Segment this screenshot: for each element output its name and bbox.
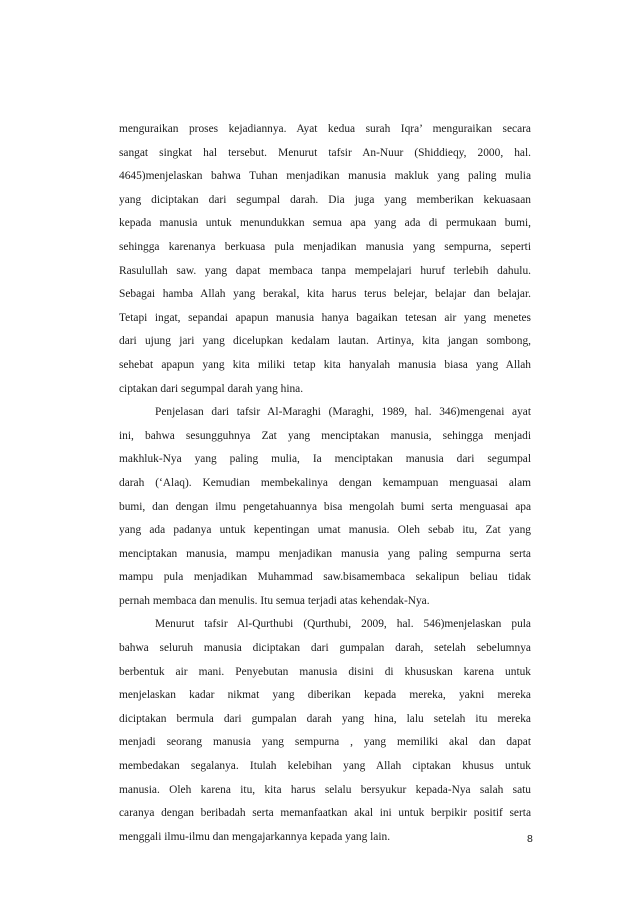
text-line: sangat singkat hal tersebut. Menurut tafsir An-Nuur (Shiddieqy, 2000, hal. [119, 146, 531, 159]
text-line: menguraikan proses kejadiannya. Ayat kedua surah Iqra’ menguraikan secara [119, 123, 531, 135]
text-line: Menurut tafsir Al-Qurthubi (Qurthubi, 2009, hal. 546)menjelaskan pula [155, 618, 531, 631]
paragraph [119, 401, 531, 613]
text-line: menjelaskan kadar nikmat yang diberikan kepada mereka, yakni mereka [119, 689, 531, 702]
text-line: sehebat apapun yang kita miliki tetap kita hanyalah manusia biasa yang Allah [119, 358, 531, 371]
text-line: ini, bahwa sesungguhnya Zat yang menciptakan manusia, sehingga menjadi [119, 429, 531, 442]
text-line: mampu pula menjadikan Muhammad saw.bisamembaca sekalipun beliau tidak [119, 571, 531, 584]
text-line: diciptakan bermula dari gumpalan darah yang hina, lalu setelah itu mereka [119, 712, 531, 725]
text-line: Penjelasan dari tafsir Al-Maraghi (Maraghi, 1989, hal. 346)mengenai ayat [155, 406, 531, 419]
text-line: makhluk-Nya yang paling mulia, Ia menciptakan manusia dari segumpal [119, 453, 531, 466]
text-line: kepada manusia untuk menundukkan semua apa yang ada di permukaan bumi, [119, 217, 531, 230]
text-line: bahwa seluruh manusia diciptakan dari gumpalan darah, setelah sebelumnya [119, 642, 531, 655]
text-line: darah (‘Alaq). Kemudian membekalinya dengan kemampuan menguasai alam [119, 476, 531, 489]
text-line: menggali ilmu-ilmu dan mengajarkannya kepada yang lain. [119, 830, 391, 843]
text-line: bumi, dan dengan ilmu pengetahuannya bisa mengolah bumi serta menguasai apa [119, 500, 531, 513]
page-number: 8 [527, 833, 533, 845]
text-line: menjadi seorang manusia yang sempurna , yang memiliki akal dan dapat [119, 736, 531, 749]
text-line: manusia. Oleh karena itu, kita harus selalu bersyukur kepada-Nya salah satu [119, 783, 531, 796]
text-line: pernah membaca dan menulis. Itu semua terjadi atas kehendak-Nya. [119, 594, 430, 607]
paragraph [119, 118, 531, 401]
text-line: berbentuk air mani. Penyebutan manusia disini di khususkan karena untuk [119, 665, 531, 678]
paragraph [119, 613, 531, 849]
text-line: 4645)menjelaskan bahwa Tuhan menjadikan manusia makluk yang paling mulia [119, 170, 531, 183]
text-line: yang diciptakan dari segumpal darah. Dia juga yang memberikan kekuasaan [119, 193, 531, 206]
text-line: Sebagai hamba Allah yang berakal, kita harus terus belejar, belajar dan belajar. [119, 288, 531, 301]
text-line: sehingga karenanya berkuasa pula menjadikan manusia yang sempurna, seperti [119, 240, 531, 253]
text-line: Rasulullah saw. yang dapat membaca tanpa mempelajari huruf terlebih dahulu. [119, 264, 531, 277]
body-text [119, 118, 531, 849]
text-line: caranya dengan beribadah serta memanfaatkan akal ini untuk berpikir positif serta [119, 807, 531, 820]
text-line: Tetapi ingat, sepandai apapun manusia hanya bagaikan tetesan air yang menetes [119, 311, 531, 324]
text-line: dari ujung jari yang dicelupkan kedalam lautan. Artinya, kita jangan sombong, [119, 335, 531, 348]
text-line: membedakan segalanya. Itulah kelebihan yang Allah ciptakan khusus untuk [119, 760, 531, 773]
text-line: ciptakan dari segumpal darah yang hina. [119, 382, 304, 395]
text-line: yang ada padanya untuk kepentingan umat manusia. Oleh sebab itu, Zat yang [119, 524, 531, 537]
text-line: menciptakan manusia, mampu menjadikan manusia yang paling sempurna serta [119, 547, 531, 560]
